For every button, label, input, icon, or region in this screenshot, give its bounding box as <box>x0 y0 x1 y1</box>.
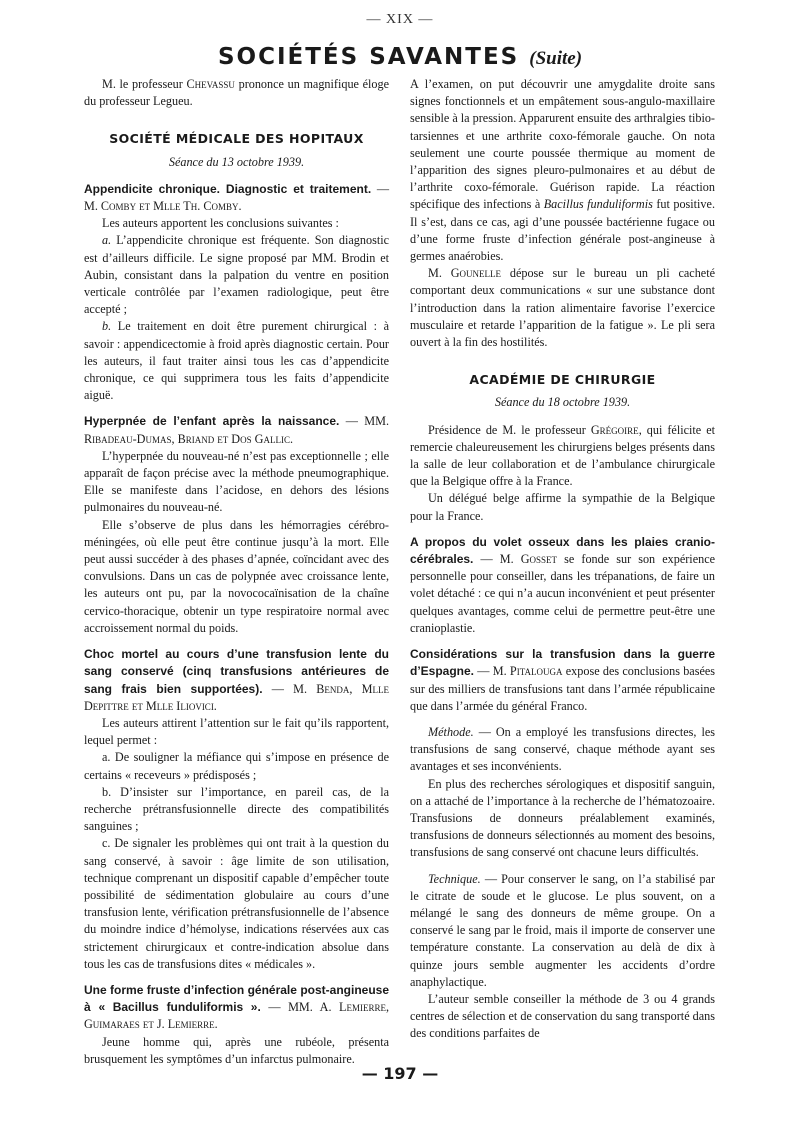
section-heading-academie: ACADÉMIE DE CHIRURGIE <box>469 372 656 388</box>
entry-title: Appendicite chronique. Diagnostic et traitement. <box>84 181 372 196</box>
list-label: b. <box>102 319 112 334</box>
entry-authors: — M. <box>480 552 514 567</box>
entry-authors: M. Comby et Mlle Th. Comby. <box>84 199 242 214</box>
list-label: a. <box>102 233 112 248</box>
entry-transfusion-espagne <box>410 646 715 1042</box>
paragraph-text: dépose sur le bureau un pli cacheté comportant deux communications « sur une substance dont l’introduction dans la ration alimentaire favorise l’exercice musculaire et retarde l’apparition de la fatigue ». Le pli sera ouvert à la fin des hostilités. <box>410 266 716 350</box>
gounelle-name: Gounelle <box>450 266 502 281</box>
entry-heading <box>84 413 389 447</box>
intro-paragraph <box>84 76 389 110</box>
entry-title: A propos du volet osseux dans les plaies cranio-cérébrales. <box>410 534 715 567</box>
pitalouga-name: Pitalouga <box>509 664 563 679</box>
page-number: — 197 — <box>361 1064 439 1083</box>
entry-appendicite <box>84 181 389 405</box>
paragraph-text: expose des conclusions basées sur des milliers de transfusions tant dans l’armée républicaine que dans l’armée du général Franco. <box>410 664 716 713</box>
paragraph-text: se fonde sur son expérience personnelle pour conseiller, dans les trépanations, de faire un volet détaché : ce qui n’a aucun inconvénient et peut présenter quelques avantages, comme celui de permettre peut-être une cranioplastie. <box>410 552 716 635</box>
entry-heading <box>410 646 715 715</box>
entry-title: Considérations sur la transfusion dans la guerre d’Espagne. <box>410 647 715 679</box>
methode-label: Méthode. <box>428 724 474 739</box>
paragraph-text: L’appendicite chronique est fréquente. Son diagnostic est d’ailleurs difficile. Le signe proposé par MM. Brodin et Aubin, consistant dans la palpation du ventre en position verticale contrôlée par l’examen radiologique, peut être accepté ; <box>84 233 389 317</box>
paragraph: c. De signaler les problèmes qui ont trait à la question du sang conservé, à savoir : âge limite de son utilisation, technique comprenant un dispositif capable d’empêcher toute possibilité de sédimentation globulaire au cours d’une transfusion lente, vérification prétransfusionnelle de l’absence du moindre indice d’hémolyse, indications réservées aux cas strictement chirurgicaux et contre-indication absolue dans tous les cas de transfusions dites « médicales ». <box>84 836 389 971</box>
paragraph <box>84 232 389 318</box>
entry-sep: — <box>376 181 390 196</box>
paragraph <box>84 318 389 404</box>
paragraph-text: A l’examen, on put découvrir une amygdalite droite sans signes fonctionnels et un empâtement sous-angulo-maxillaire sensible à la pression. Apparurent ensuite des arthralgies tibio-tarsiennes et une arthrite coxo-fémorale gauche. On nota seulement une courte poussée thermique au moment de l’apparition des signes pleuro-pulmonaires et au début de l’arthrite coxo-fémorale. Guérison rapide. La réaction spécifique des infections à <box>410 77 715 212</box>
roman-page-number: — XIX — <box>366 12 434 27</box>
entry-heading <box>84 181 389 215</box>
entry-hyperpnee <box>84 413 389 637</box>
paragraph-text: , qui félicite et remercie chaleureusement les chirurgiens belges présents dans la salle de leur collaboration et de l’ambulance chirurgicale que la Belgique offre à la France. <box>410 422 716 489</box>
entry-heading <box>410 534 715 637</box>
paragraph-text: Présidence de M. le professeur <box>428 422 586 437</box>
paragraph: Un délégué belge affirme la sympathie de la Belgique pour la France. <box>410 491 715 523</box>
paragraph: Elle s’observe de plus dans les hémorragies cérébro-méningées, où elle peut être continue jusqu’à la mort. Elle peut aussi succéder à des phases d’apnée, coïncidant avec des convulsions. Dans un cas de polypnée avec croissance lente, les auteurs ont pu, par la novococaïnisation de la chaîne cervico-thoracique, obtenir un type respiratoire normal avec accroissement normal du poids. <box>84 517 389 635</box>
paragraph-technique <box>410 871 715 991</box>
intro-rest: prononce un magnifique éloge du professeur Legueu. <box>84 77 390 109</box>
entry-title: Une forme fruste d’infection générale post-angineuse à « <box>84 982 389 1015</box>
paragraph-text: — On a employé les transfusions directes, les transfusions de sang conservé, chaque méthode ayant ses avantages et ses inconvénients. <box>410 724 715 774</box>
intro-name: Chevassu <box>186 77 235 91</box>
paragraph: b. D’insister sur l’importance, en pareil cas, de la recherche prétransfusionnelle directe des compatibilités sanguines ; <box>84 784 389 834</box>
entry-title-end: ». <box>250 1000 261 1015</box>
entry-authors: — M. Benda, Mlle Depittre et Mlle Iliovici. <box>84 681 389 713</box>
paragraph: L’hyperpnée du nouveau-né n’est pas exceptionnelle ; elle apparaît de façon précise avec la méthode pneumographique. Elle se manifeste dans l’acidose, en dehors des lésions pulmonaires du nouveau-né. <box>84 448 389 515</box>
paragraph: Les auteurs apportent les conclusions suivantes : <box>102 216 339 231</box>
right-column <box>410 76 715 1043</box>
paragraph: En plus des recherches sérologiques et dispositif sanguin, on a attaché de l’importance à la recherche de l’hématozoaire. Transfusions de donneurs préalablement examinés, transfusions de donneurs sélectionnés au moment des besoins, transfusions de sang conservé ont chacune leurs difficultés. <box>410 776 715 860</box>
entry-forme-fruste <box>84 982 389 1068</box>
running-title-suite: (Suite) <box>529 48 583 69</box>
entry-heading <box>84 982 389 1034</box>
technique-label: Technique. <box>428 871 481 886</box>
intro-prefix: M. le professeur <box>102 77 183 91</box>
paragraph: Les auteurs attirent l’attention sur le fait qu’ils rapportent, lequel permet : <box>84 715 389 748</box>
session-date-1: Séance du 13 octobre 1939. <box>168 154 305 169</box>
gregoire-name: Grégoire <box>590 422 639 437</box>
entry-authors: — MM. A. Lemierre, Guimaraes et J. Lemierre. <box>84 1000 390 1032</box>
left-column <box>84 76 389 1068</box>
entry-choc-mortel <box>84 646 389 973</box>
entry-title-bacillus: Bacillus funduliformis <box>112 1000 244 1015</box>
entry-heading <box>84 646 389 715</box>
paragraph: L’auteur semble conseiller la méthode de 3 ou 4 grands centres de sélection et de conservation du sang transporté dans des conditions parfaites de <box>410 991 715 1041</box>
entry-authors: — M. <box>477 664 507 679</box>
gosset-name: Gosset <box>520 552 558 567</box>
running-title <box>0 44 800 70</box>
bacillus-italic: Bacillus funduliformis <box>543 197 653 212</box>
paragraph-gounelle <box>410 265 715 351</box>
entry-title: Choc mortel au cours d’une transfusion lente du sang conservé (cinq transfusions antérieures de sang frais bien supportées). <box>84 647 389 696</box>
paragraph: a. De souligner la méfiance qui s’impose en présence de certains « receveurs » prédisposés ; <box>84 750 389 782</box>
paragraph-text: Le traitement en doit être purement chirurgical : à savoir : appendicectomie à froid après diagnostic certain. Pour les auteurs, il faut traiter ainsi tous les cas d’appendicite chronique, ce qui supprimera tous les faits d’appendicite aiguë. <box>84 319 389 403</box>
paragraph-text: fut positive. Il s’est, dans ce cas, agi d’une poussée bactérienne fugace ou d’une forme fruste d’infection générale post-angineuse à germes anaérobies. <box>410 197 715 264</box>
session-date-2: Séance du 18 octobre 1939. <box>494 395 631 410</box>
paragraph: Jeune homme qui, après une rubéole, présenta brusquement les symptômes d’un infarctus pulmonaire. <box>84 1034 389 1066</box>
paragraph-methode <box>410 724 715 776</box>
entry-title: Hyperpnée de l’enfant après la naissance. <box>84 414 340 429</box>
paragraph-text: M. <box>428 266 442 281</box>
entry-authors: — MM. Ribadeau-Dumas, Briand et Dos Gallic. <box>84 414 390 446</box>
paragraph-text: — Pour conserver le sang, on l’a stabilisé par le citrate de soude et le glucose. Le plus souvent, on a mélangé le sang des donneurs de même groupe. On a conservé le sang par le froid, mais il importe de conserver une température constante. La conservation au delà de dix à quinze jours semble augmenter les accidents d’ordre anaphylactique. <box>410 871 715 989</box>
entry-volet-osseux <box>410 534 715 637</box>
paragraph-continued <box>410 76 715 265</box>
paragraph-presidence <box>410 422 715 491</box>
running-title-text: SOCIÉTÉS SAVANTES <box>217 44 520 70</box>
section-heading-hopitaux: SOCIÉTÉ MÉDICALE DES HOPITAUX <box>109 131 364 147</box>
